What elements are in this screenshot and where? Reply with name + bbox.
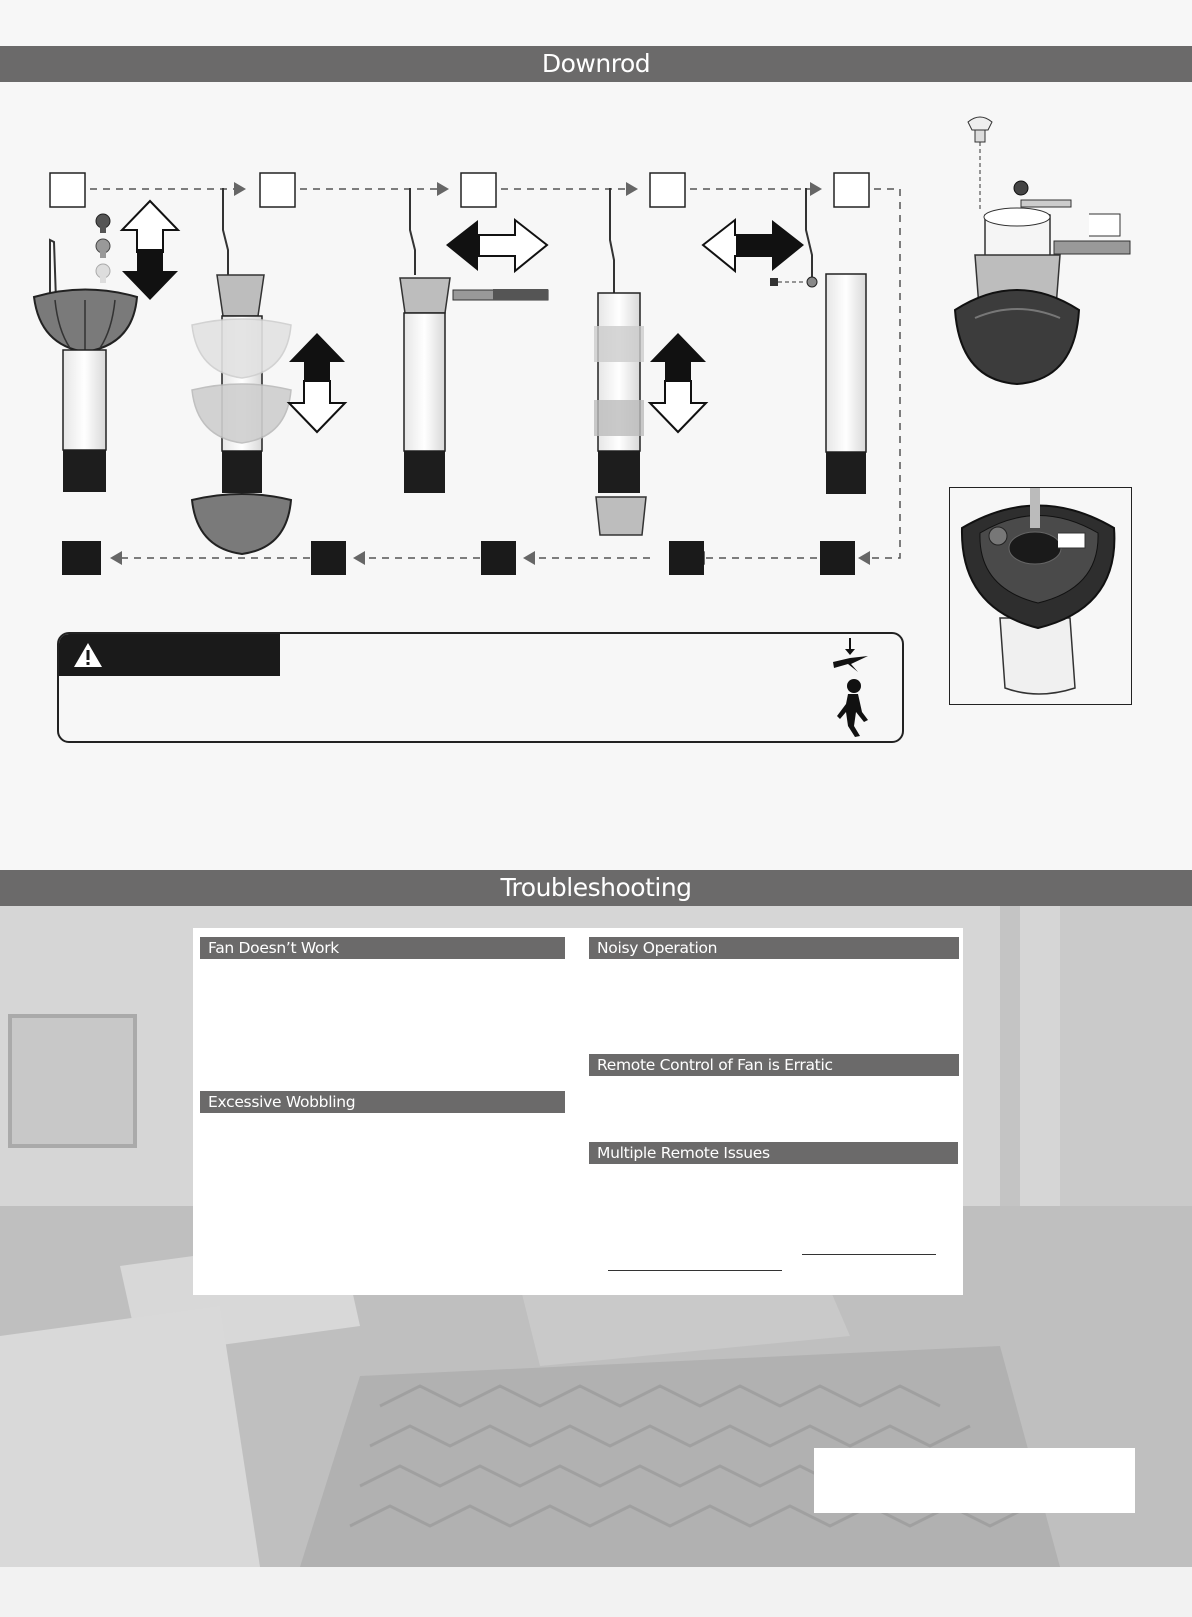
troubleshooting-section-title: Troubleshooting [0, 870, 1192, 906]
step-box-3 [461, 173, 496, 207]
canopy-exploded-view [955, 117, 1130, 384]
downrod-section-title: Downrod [0, 46, 1192, 82]
step-box-5 [834, 173, 869, 207]
step5-illustration [703, 188, 866, 494]
remote-erratic-heading: Remote Control of Fan is Erratic [589, 1054, 959, 1076]
step4-illustration [594, 188, 706, 535]
step-box-10 [62, 541, 101, 575]
falling-fan-hazard-icon [828, 634, 878, 739]
link-underline-2[interactable] [608, 1270, 782, 1271]
step-box-2 [260, 173, 295, 207]
step-box-8 [481, 541, 516, 575]
fan-doesnt-work-heading: Fan Doesn’t Work [200, 937, 565, 959]
excessive-wobbling-heading: Excessive Wobbling [200, 1091, 565, 1113]
step-box-1 [50, 173, 85, 207]
step2-illustration [192, 188, 345, 554]
noisy-operation-heading: Noisy Operation [589, 937, 959, 959]
warning-triangle-icon [73, 642, 103, 668]
note-box [814, 1448, 1135, 1513]
step-box-7 [669, 541, 704, 575]
step-box-9 [311, 541, 346, 575]
multiple-remote-heading: Multiple Remote Issues [589, 1142, 958, 1164]
step1-illustration [34, 201, 178, 492]
page-footer [0, 1567, 1192, 1617]
step-box-4 [650, 173, 685, 207]
warning-notice [57, 632, 904, 743]
step3-illustration [400, 188, 548, 493]
canopy-inset-view [949, 487, 1132, 705]
warning-tab [59, 634, 280, 676]
canopy-bottom-illustration [950, 488, 1131, 704]
step-box-6 [820, 541, 855, 575]
link-underline-1[interactable] [802, 1254, 936, 1255]
